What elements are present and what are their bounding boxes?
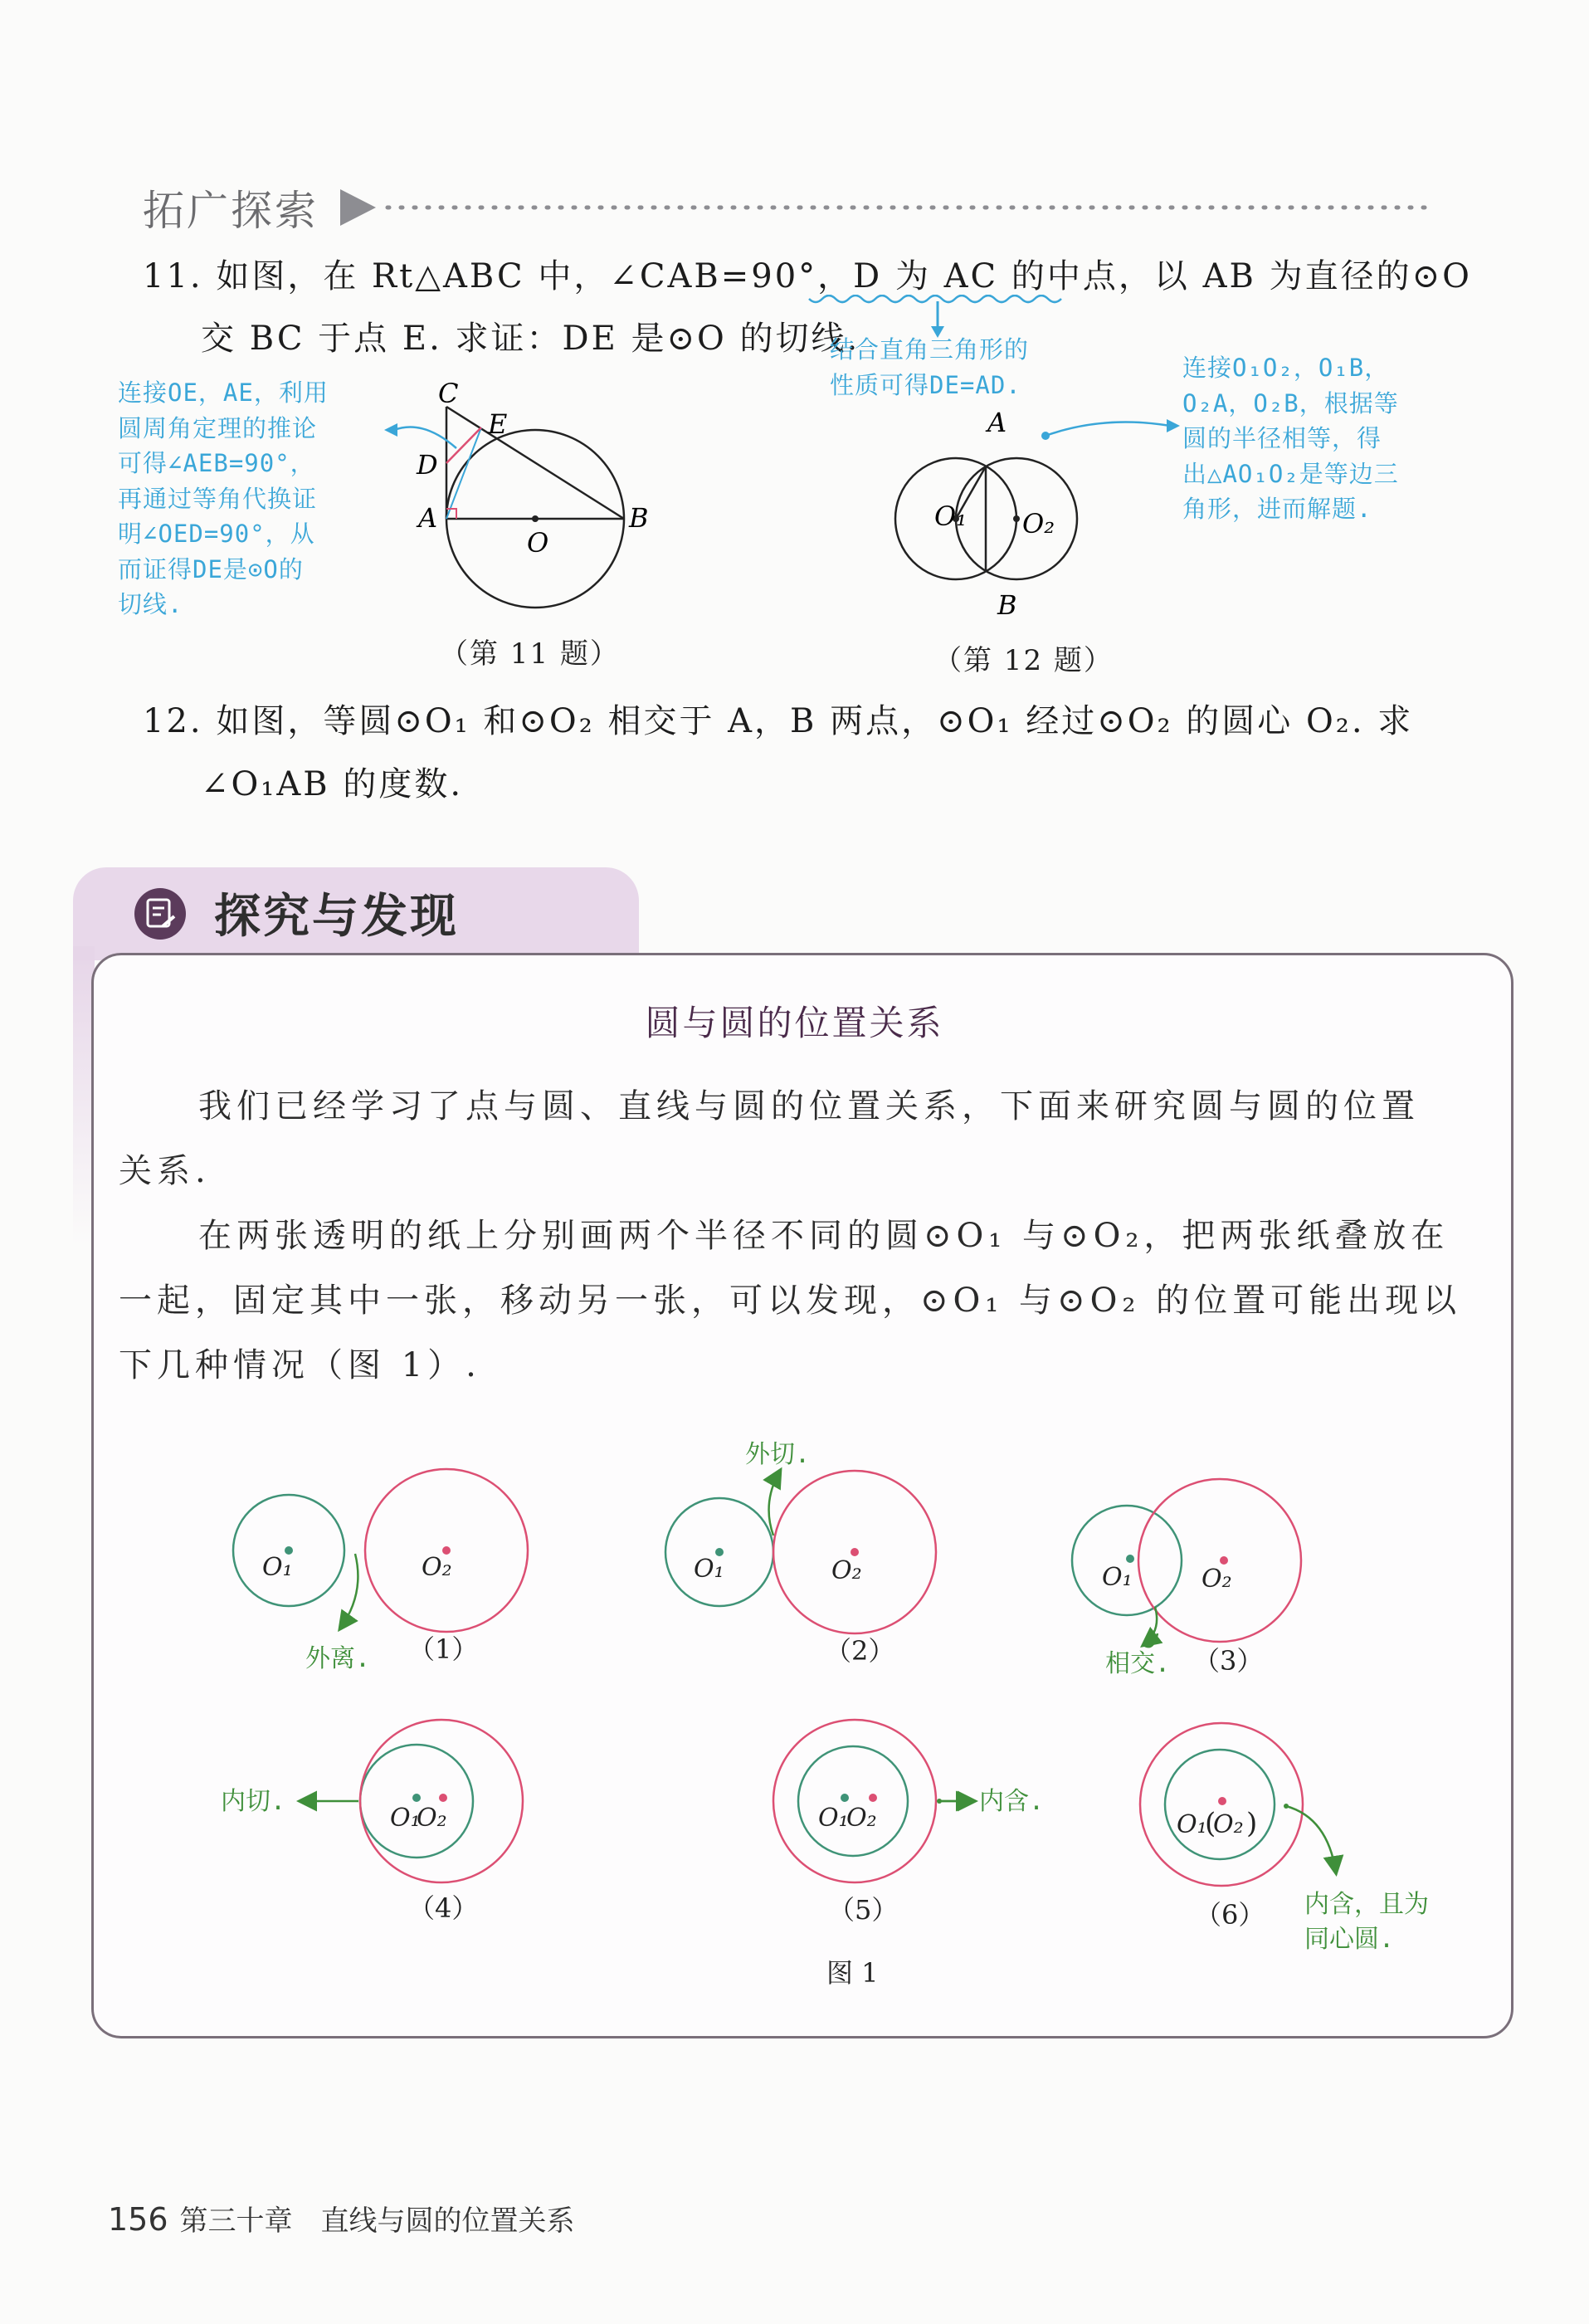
svg-text:O₂: O₂ <box>1213 1810 1244 1839</box>
label-b: B <box>997 589 1017 621</box>
note-arrow-12 <box>1029 411 1187 452</box>
section-divider <box>336 183 1440 232</box>
label-e: E <box>488 408 508 440</box>
note-right-triangle: 结合直角三角形的 性质可得DE=AD. <box>830 335 1030 399</box>
annotation-6-line2: 同心圆. <box>1304 1925 1395 1954</box>
label-o2: O₂ <box>1022 508 1055 540</box>
problem-11-line1: 11. 如图，在 Rt△ABC 中，∠CAB=90°，D 为 AC 的中点，以 AB 为直径的⊙O <box>143 257 1472 295</box>
label-d: D <box>417 449 438 481</box>
case-6-concentric <box>1140 1723 1429 1954</box>
case-3-caption: （3） <box>1193 1645 1264 1677</box>
problem-11-line2: 交 BC 于点 E. 求证：DE 是⊙O 的切线. <box>201 320 860 358</box>
annotation-3: 相交. <box>1105 1649 1171 1678</box>
explore-box-title: 圆与圆的位置关系 <box>645 1003 944 1043</box>
case-4-caption: （4） <box>408 1892 479 1924</box>
note-figure11-hint: 连接OE，AE，利用 圆周角定理的推论 可得∠AEB=90°， 再通过等角代换证 明∠OED=90°，从 而证得DE是⊙O的 切线. <box>118 378 329 618</box>
annotation-6-line1: 内含，且为 <box>1304 1890 1429 1919</box>
label-o1: O₁ <box>934 500 968 532</box>
case-5-contained <box>773 1720 1044 1926</box>
svg-text:O₁: O₁ <box>1177 1810 1207 1839</box>
figure-12-caption: （第 12 题） <box>933 644 1114 677</box>
explore-icon <box>133 886 188 941</box>
svg-text:O₂: O₂ <box>1201 1565 1232 1594</box>
case-6-caption: （6） <box>1195 1899 1265 1931</box>
paragraph-2-line3: 下几种情况（图 1）. <box>119 1346 481 1384</box>
note-figure12-hint: 连接O₁O₂，O₁B， O₂A，O₂B，根据等 圆的半径相等，得 出△AO₁O₂是等边三 角形，进而解题. <box>1182 354 1399 523</box>
paragraph-1-line1: 我们已经学习了点与圆、直线与圆的位置关系，下面来研究圆与圆的位置 <box>198 1087 1420 1125</box>
annotation-2: 外切. <box>745 1440 811 1469</box>
case-1-separate <box>233 1469 528 1673</box>
annotation-1: 外离. <box>305 1644 371 1673</box>
svg-text:): ) <box>1246 1807 1258 1840</box>
svg-text:O₁: O₁ <box>262 1553 293 1582</box>
chapter-title: 第三十章 直线与圆的位置关系 <box>179 2204 575 2238</box>
paragraph-2-line1: 在两张透明的纸上分别画两个半径不同的圆⊙O₁ 与⊙O₂，把两张纸叠放在 <box>198 1217 1450 1255</box>
label-o: O <box>527 527 549 559</box>
case-3-intersecting <box>1072 1479 1301 1678</box>
svg-text:O₁: O₁ <box>694 1555 724 1584</box>
label-a: A <box>418 502 438 534</box>
paragraph-2-line2: 一起，固定其中一张，移动另一张，可以发现，⊙O₁ 与⊙O₂ 的位置可能出现以 <box>119 1282 1462 1320</box>
svg-text:(: ( <box>1205 1807 1216 1840</box>
label-a: A <box>987 407 1007 438</box>
arrow-icon <box>340 189 376 226</box>
figure-11-caption: （第 11 题） <box>440 637 620 671</box>
annotation-4: 内切. <box>221 1787 286 1816</box>
side-bc <box>446 407 624 519</box>
case-2-caption: （2） <box>825 1635 895 1667</box>
svg-text:O₁: O₁ <box>1102 1563 1133 1592</box>
svg-text:O₂: O₂ <box>422 1553 452 1582</box>
case-5-caption: （5） <box>828 1894 899 1926</box>
svg-text:O₂: O₂ <box>417 1804 447 1833</box>
case-4-internal-tangent <box>221 1720 523 1924</box>
svg-text:O₂: O₂ <box>831 1556 862 1585</box>
case-2-external-tangent <box>665 1440 936 1667</box>
figure-1-caption: 图 1 <box>826 1957 879 1989</box>
page-number: 156 <box>108 2201 168 2238</box>
note-arrow-11 <box>378 415 469 456</box>
label-b: B <box>629 502 649 534</box>
label-c: C <box>438 378 459 409</box>
case-1-caption: （1） <box>408 1633 479 1665</box>
paragraph-1-line2: 关系. <box>119 1152 211 1190</box>
explore-tab-title: 探究与发现 <box>214 890 459 944</box>
annotation-5: 内含. <box>979 1787 1045 1816</box>
svg-text:O₁: O₁ <box>390 1804 421 1833</box>
section-title: 拓广探索 <box>143 187 319 235</box>
svg-text:O₁: O₁ <box>818 1804 849 1833</box>
svg-text:O₂: O₂ <box>846 1804 877 1833</box>
problem-12-line2: ∠O₁AB 的度数. <box>201 765 464 803</box>
page-footer <box>108 2198 575 2239</box>
problem-12-line1: 12. 如图，等圆⊙O₁ 和⊙O₂ 相交于 A，B 两点，⊙O₁ 经过⊙O₂ 的圆心 O₂. 求 <box>143 702 1414 740</box>
figure-1 <box>91 1411 1502 2017</box>
